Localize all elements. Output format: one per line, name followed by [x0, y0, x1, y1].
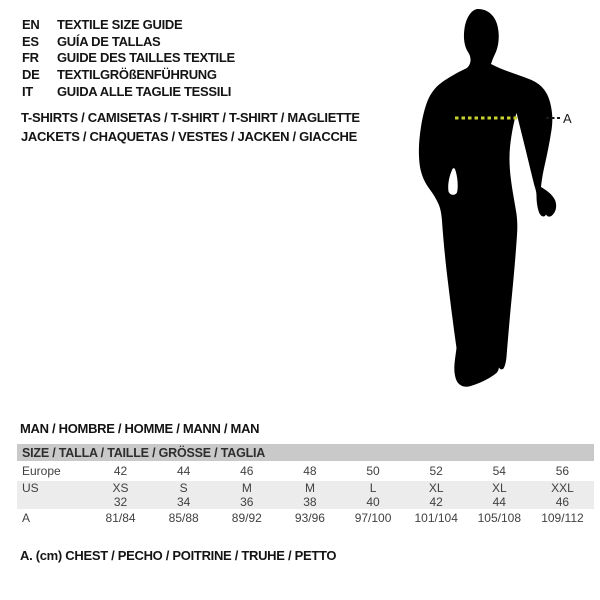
- table-cell: XXL: [551, 481, 574, 495]
- measure-label-a: A: [563, 111, 572, 126]
- table-cell: 56: [555, 464, 570, 478]
- language-row: [22, 49, 235, 66]
- table-cell: 38: [303, 495, 317, 509]
- row-label: US: [22, 481, 39, 495]
- category-line: JACKETS / CHAQUETAS / VESTES / JACKEN / GIACCHE: [21, 128, 357, 144]
- table-cell: 42: [113, 464, 128, 478]
- language-code: FR: [22, 50, 39, 66]
- language-row: [22, 33, 235, 50]
- table-cell: 109/112: [541, 511, 584, 525]
- man-silhouette-figure: [400, 0, 600, 400]
- size-table: [17, 444, 594, 527]
- chest-measurement-note: A. (cm) CHEST / PECHO / POITRINE / TRUHE / PETTO: [20, 548, 337, 563]
- table-row-us: [17, 481, 594, 495]
- language-label: GUÍA DE TALLAS: [57, 33, 161, 49]
- language-row: [22, 16, 235, 33]
- language-row: [22, 66, 235, 83]
- language-list: [22, 16, 235, 99]
- table-cell: M: [304, 481, 315, 495]
- language-label: GUIDA ALLE TAGLIE TESSILI: [57, 83, 232, 99]
- table-cell: XL: [491, 481, 507, 495]
- language-code: IT: [22, 83, 33, 99]
- table-cell: 48: [303, 464, 317, 478]
- table-cell: 46: [555, 495, 570, 509]
- table-row-europe: [17, 461, 594, 481]
- table-cell: 101/104: [414, 511, 458, 525]
- language-code: DE: [22, 66, 40, 82]
- table-cell: 81/84: [105, 511, 136, 525]
- table-cell: 34: [177, 495, 191, 509]
- language-code: EN: [22, 16, 40, 32]
- language-label: TEXTILE SIZE GUIDE: [57, 16, 183, 32]
- table-cell: 54: [492, 464, 506, 478]
- table-cell: 42: [429, 495, 443, 509]
- table-cell: 52: [429, 464, 443, 478]
- table-cell: 46: [240, 464, 254, 478]
- man-silhouette: [419, 9, 556, 387]
- table-cell: 32: [113, 495, 128, 509]
- table-cell: 85/88: [168, 511, 199, 525]
- table-cell: L: [369, 481, 377, 495]
- row-label: Europe: [22, 464, 61, 478]
- language-code: ES: [22, 33, 39, 49]
- table-cell: 105/108: [477, 511, 521, 525]
- language-label: GUIDE DES TAILLES TEXTILE: [57, 50, 235, 66]
- table-cell: 36: [240, 495, 254, 509]
- table-cell: 50: [366, 464, 380, 478]
- row-label: A: [22, 511, 31, 525]
- table-cell: 97/100: [354, 511, 392, 525]
- table-cell: S: [179, 481, 188, 495]
- table-cell: 93/96: [294, 511, 325, 525]
- table-cell: XS: [112, 481, 129, 495]
- table-row-numeric: [17, 495, 594, 509]
- table-row-chest-cm: [17, 509, 594, 527]
- table-cell: M: [241, 481, 252, 495]
- language-row: [22, 83, 235, 100]
- language-label: TEXTILGRÖßENFÜHRUNG: [57, 66, 217, 82]
- table-cell: 44: [492, 495, 506, 509]
- garment-categories: [21, 109, 360, 147]
- table-cell: 89/92: [231, 511, 262, 525]
- category-line: T-SHIRTS / CAMISETAS / T-SHIRT / T-SHIRT / MAGLIETTE: [21, 110, 360, 125]
- size-table-header: SIZE / TALLA / TAILLE / GRÖSSE / TAGLIA: [17, 444, 594, 461]
- table-cell: XL: [428, 481, 444, 495]
- section-title-man: MAN / HOMBRE / HOMME / MANN / MAN: [20, 421, 260, 436]
- table-cell: 44: [177, 464, 191, 478]
- table-cell: 40: [366, 495, 380, 509]
